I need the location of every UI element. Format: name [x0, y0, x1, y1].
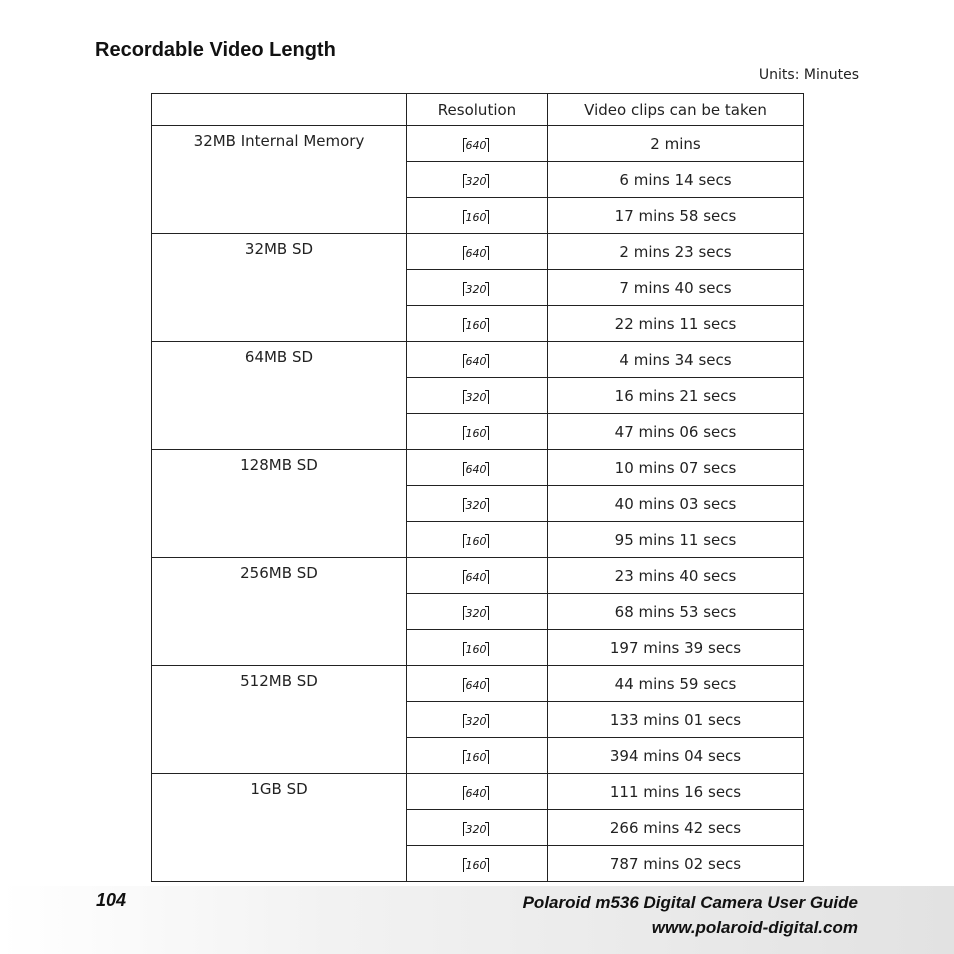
- resolution-cell: [407, 162, 548, 198]
- resolution-cell: [407, 810, 548, 846]
- resolution-160-icon: 160: [463, 750, 489, 765]
- resolution-160-icon: 160: [463, 642, 489, 657]
- resolution-320-icon: 320: [463, 822, 489, 837]
- resolution-cell: [407, 666, 548, 702]
- units-note: Units: Minutes: [758, 67, 859, 83]
- page-title: Recordable Video Length: [95, 39, 336, 61]
- table-row: [152, 126, 804, 162]
- header-clip-length: Video clips can be taken: [548, 94, 804, 126]
- resolution-cell: [407, 594, 548, 630]
- resolution-640-icon: 640: [463, 570, 489, 585]
- resolution-320-icon: 320: [463, 498, 489, 513]
- resolution-160-icon: 160: [463, 426, 489, 441]
- resolution-160-icon: 160: [463, 858, 489, 873]
- resolution-320-icon: 320: [463, 282, 489, 297]
- clip-length-cell: 40 mins 03 secs: [548, 486, 804, 522]
- resolution-cell: [407, 630, 548, 666]
- table-body: [152, 126, 804, 882]
- device-cell: 512MB SD: [152, 666, 407, 774]
- video-length-table: [151, 93, 804, 882]
- table-row: [152, 450, 804, 486]
- table-row: [152, 342, 804, 378]
- table-row: [152, 558, 804, 594]
- clip-length-cell: 4 mins 34 secs: [548, 342, 804, 378]
- header-device: [152, 94, 407, 126]
- clip-length-cell: 44 mins 59 secs: [548, 666, 804, 702]
- website-link[interactable]: www.polaroid-digital.com: [651, 918, 858, 937]
- resolution-cell: [407, 378, 548, 414]
- resolution-160-icon: 160: [463, 318, 489, 333]
- table-row: [152, 666, 804, 702]
- resolution-cell: [407, 234, 548, 270]
- device-cell: 32MB Internal Memory: [152, 126, 407, 234]
- table-row: [152, 774, 804, 810]
- table-row: [152, 234, 804, 270]
- resolution-320-icon: 320: [463, 606, 489, 621]
- clip-length-cell: 17 mins 58 secs: [548, 198, 804, 234]
- resolution-cell: [407, 414, 548, 450]
- clip-length-cell: 16 mins 21 secs: [548, 378, 804, 414]
- clip-length-cell: 95 mins 11 secs: [548, 522, 804, 558]
- resolution-cell: [407, 270, 548, 306]
- resolution-cell: [407, 306, 548, 342]
- resolution-cell: [407, 522, 548, 558]
- resolution-cell: [407, 342, 548, 378]
- clip-length-cell: 111 mins 16 secs: [548, 774, 804, 810]
- device-cell: 64MB SD: [152, 342, 407, 450]
- resolution-320-icon: 320: [463, 390, 489, 405]
- device-cell: 32MB SD: [152, 234, 407, 342]
- clip-length-cell: 7 mins 40 secs: [548, 270, 804, 306]
- page-number: 104: [96, 890, 127, 910]
- guide-title: Polaroid m536 Digital Camera User Guide: [522, 893, 858, 912]
- resolution-cell: [407, 126, 548, 162]
- resolution-cell: [407, 774, 548, 810]
- resolution-320-icon: 320: [463, 714, 489, 729]
- clip-length-cell: 266 mins 42 secs: [548, 810, 804, 846]
- resolution-cell: [407, 486, 548, 522]
- device-cell: 256MB SD: [152, 558, 407, 666]
- clip-length-cell: 2 mins: [548, 126, 804, 162]
- clip-length-cell: 68 mins 53 secs: [548, 594, 804, 630]
- clip-length-cell: 6 mins 14 secs: [548, 162, 804, 198]
- resolution-cell: [407, 846, 548, 882]
- header-row: [152, 94, 804, 126]
- clip-length-cell: 47 mins 06 secs: [548, 414, 804, 450]
- clip-length-cell: 787 mins 02 secs: [548, 846, 804, 882]
- table-header: [152, 94, 804, 126]
- resolution-320-icon: 320: [463, 174, 489, 189]
- resolution-640-icon: 640: [463, 354, 489, 369]
- resolution-160-icon: 160: [463, 210, 489, 225]
- clip-length-cell: 23 mins 40 secs: [548, 558, 804, 594]
- resolution-cell: [407, 558, 548, 594]
- resolution-160-icon: 160: [463, 534, 489, 549]
- clip-length-cell: 2 mins 23 secs: [548, 234, 804, 270]
- clip-length-cell: 10 mins 07 secs: [548, 450, 804, 486]
- resolution-640-icon: 640: [463, 462, 489, 477]
- device-cell: 1GB SD: [152, 774, 407, 882]
- resolution-cell: [407, 702, 548, 738]
- clip-length-cell: 22 mins 11 secs: [548, 306, 804, 342]
- device-cell: 128MB SD: [152, 450, 407, 558]
- resolution-640-icon: 640: [463, 246, 489, 261]
- resolution-640-icon: 640: [463, 138, 489, 153]
- resolution-cell: [407, 450, 548, 486]
- resolution-cell: [407, 198, 548, 234]
- header-resolution: Resolution: [407, 94, 548, 126]
- clip-length-cell: 197 mins 39 secs: [548, 630, 804, 666]
- resolution-640-icon: 640: [463, 678, 489, 693]
- clip-length-cell: 133 mins 01 secs: [548, 702, 804, 738]
- clip-length-cell: 394 mins 04 secs: [548, 738, 804, 774]
- resolution-640-icon: 640: [463, 786, 489, 801]
- resolution-cell: [407, 738, 548, 774]
